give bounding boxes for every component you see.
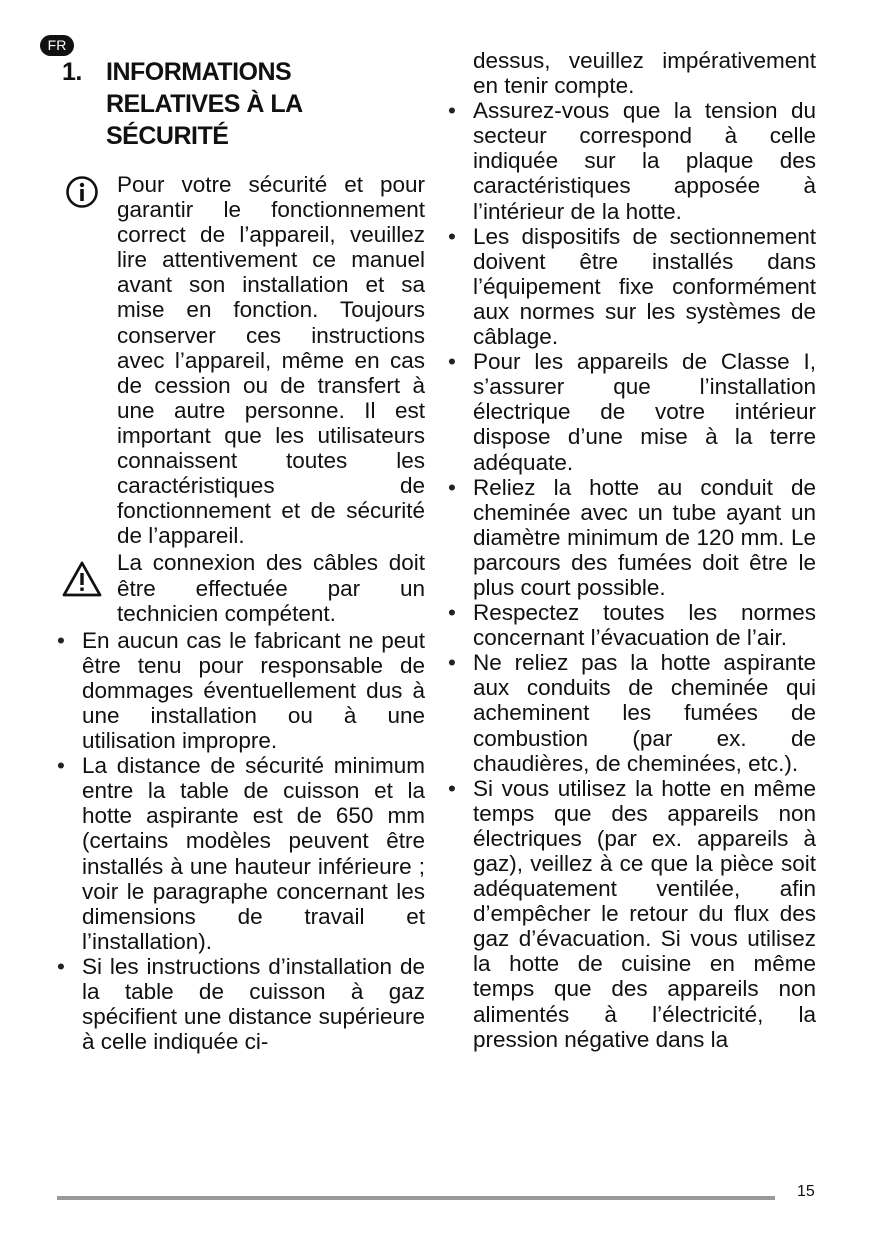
list-item: • Pour les appareils de Classe I, s’assurer que l’installation électrique de votre intérieur dispose d’une mise à la terre adéquate. [448,349,816,474]
list-item: • Les dispositifs de sectionnement doivent être installés dans l’équipement fixe conformément aux normes sur les systèmes de câblage. [448,224,816,349]
continued-text: dessus, veuillez impérativement en tenir compte. [473,48,816,99]
info-circle-icon [65,175,99,214]
warning-notice-text: La connexion des câbles doit être effectuée par un technicien compétent. [117,550,425,626]
warning-notice [57,550,425,625]
list-item: • Si vous utilisez la hotte en même temps que des appareils non électriques (par ex. appareils à gaz), veillez à ce que la pièce soit adéquatement ventilée, afin d’empêcher le retour du flux des gaz d’évacuation. Si vous utilisez la hotte de cuisine en même temps que des appareils non alimentés à l’électricité, la pression négative dans la [448,776,816,1052]
language-badge: FR [40,35,74,56]
info-notice-text: Pour votre sécurité et pour garantir le fonctionnement correct de l’appareil, veuillez lire attentivement ce manuel avant son installation et sa mise en fonction. Toujours conserver ces instructions avec l’appareil, même en cas de cession ou de transfert à une autre personne. Il est important que les utilisateurs connaissent toutes les caractéristiques de fonctionnement et de sécurité de l’appareil. [117,172,425,549]
list-item: • En aucun cas le fabricant ne peut être tenu pour responsable de dommages éventuellement dus à une installation ou à une utilisation impropre. [57,628,425,753]
list-item: • Assurez-vous que la tension du secteur correspond à celle indiquée sur la plaque des caractéristiques apposée à l’intérieur de la hotte. [448,98,816,223]
right-column [448,48,816,1052]
heading-line-3: SÉCURITÉ [106,122,229,150]
footer-divider [57,1196,775,1200]
list-item: • Si les instructions d’installation de la table de cuisson à gaz spécifient une distance supérieure à celle indiquée ci- [57,954,425,1054]
left-column [57,172,425,1054]
list-item: • Ne reliez pas la hotte aspirante aux conduits de cheminée qui acheminent les fumées de combustion (par ex. de chaudières, de cheminées, etc.). [448,650,816,775]
list-item: • Reliez la hotte au conduit de cheminée avec un tube ayant un diamètre minimum de 120 mm. Le parcours des fumées doit être le plus court possible. [448,475,816,600]
left-bullet-list [57,628,425,1055]
heading-line-1: INFORMATIONS [106,58,292,86]
page-number: 15 [797,1183,815,1200]
list-item: • La distance de sécurité minimum entre la table de cuisson et la hotte aspirante est de 650 mm (certains modèles peuvent être installés à une hauteur inférieure ; voir le paragraphe concernant les dimensions de travail et l’installation). [57,753,425,954]
info-notice [57,172,425,548]
list-item: • Respectez toutes les normes concernant l’évacuation de l’air. [448,600,816,650]
warning-triangle-icon [61,560,103,603]
section-number: 1. [62,58,82,86]
right-bullet-list [448,98,816,1052]
heading-line-2: RELATIVES À LA [106,90,303,118]
